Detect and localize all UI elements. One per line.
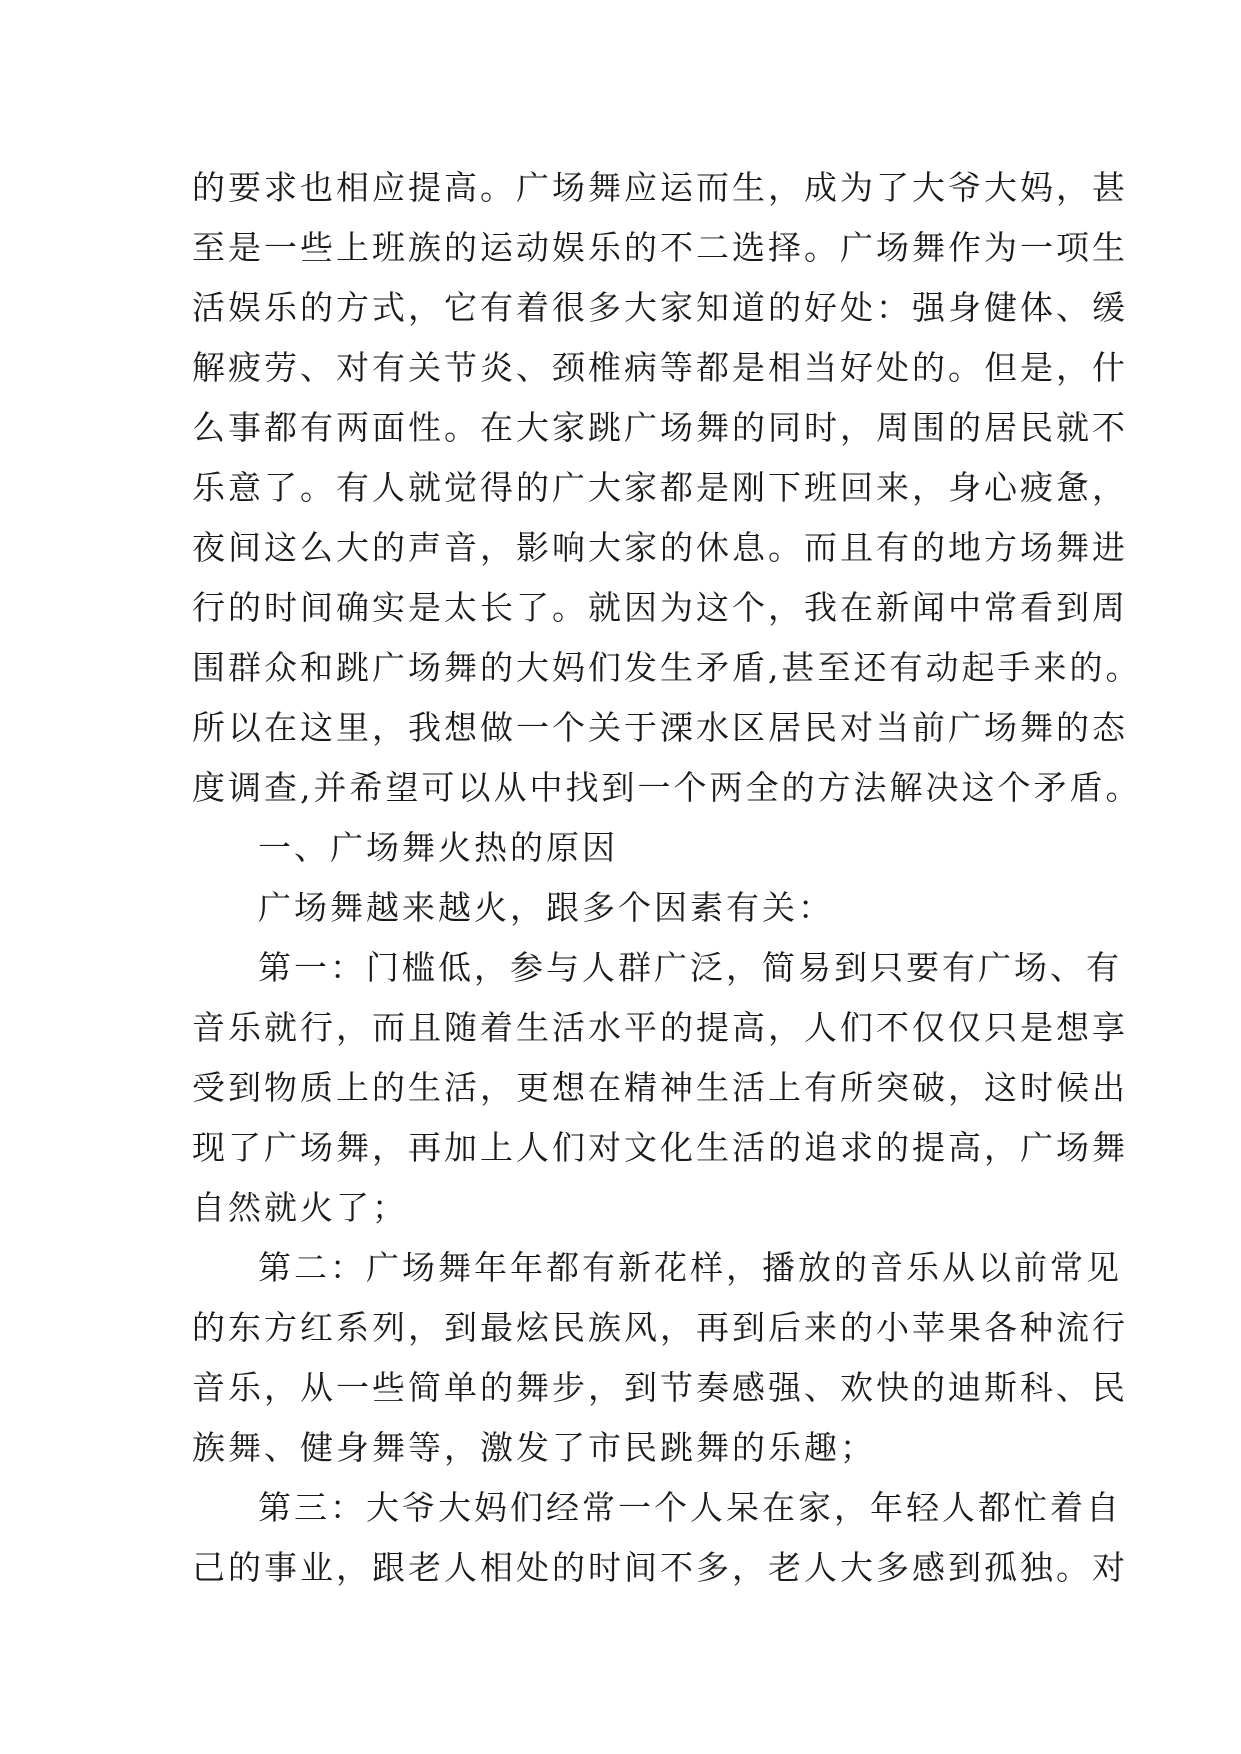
text-line: 么事都有两面性。在大家跳广场舞的同时，周围的居民就不 — [192, 408, 1128, 447]
text-line: 乐意了。有人就觉得的广大家都是刚下班回来，身心疲惫， — [192, 468, 1128, 507]
text-line: 族舞、健身舞等，激发了市民跳舞的乐趣； — [192, 1428, 876, 1467]
body-text — [192, 158, 1142, 1598]
text-line: 的要求也相应提高。广场舞应运而生，成为了大爷大妈，甚 — [192, 168, 1128, 207]
text-line: 第三：大爷大妈们经常一个人呆在家，年轻人都忙着自 — [258, 1488, 1122, 1527]
text-line: 度调查,并希望可以从中找到一个两全的方法解决这个矛盾。 — [192, 768, 1142, 807]
section-heading: 一、广场舞火热的原因 — [258, 828, 618, 867]
text-line: 第二：广场舞年年都有新花样，播放的音乐从以前常见 — [258, 1248, 1122, 1287]
text-line: 音乐，从一些简单的舞步，到节奏感强、欢快的迪斯科、民 — [192, 1368, 1128, 1407]
text-line: 解疲劳、对有关节炎、颈椎病等都是相当好处的。但是，什 — [192, 348, 1128, 387]
text-line: 所以在这里，我想做一个关于溧水区居民对当前广场舞的态 — [192, 708, 1128, 747]
text-line: 第一：门槛低，参与人群广泛，简易到只要有广场、有 — [258, 948, 1122, 987]
text-line: 己的事业，跟老人相处的时间不多，老人大多感到孤独。对 — [192, 1548, 1128, 1587]
text-line: 的东方红系列，到最炫民族风，再到后来的小苹果各种流行 — [192, 1308, 1128, 1347]
text-line: 音乐就行，而且随着生活水平的提高，人们不仅仅只是想享 — [192, 1008, 1128, 1047]
text-line: 广场舞越来越火，跟多个因素有关： — [258, 888, 834, 927]
text-line: 至是一些上班族的运动娱乐的不二选择。广场舞作为一项生 — [192, 228, 1128, 267]
text-line: 行的时间确实是太长了。就因为这个，我在新闻中常看到周 — [192, 588, 1128, 627]
text-line: 受到物质上的生活，更想在精神生活上有所突破，这时候出 — [192, 1068, 1128, 1107]
text-line: 自然就火了； — [192, 1188, 408, 1227]
text-line: 活娱乐的方式，它有着很多大家知道的好处：强身健体、缓 — [192, 288, 1128, 327]
text-line: 围群众和跳广场舞的大妈们发生矛盾,甚至还有动起手来的。 — [192, 648, 1142, 687]
text-line: 现了广场舞，再加上人们对文化生活的追求的提高，广场舞 — [192, 1128, 1128, 1167]
text-line: 夜间这么大的声音，影响大家的休息。而且有的地方场舞进 — [192, 528, 1128, 567]
